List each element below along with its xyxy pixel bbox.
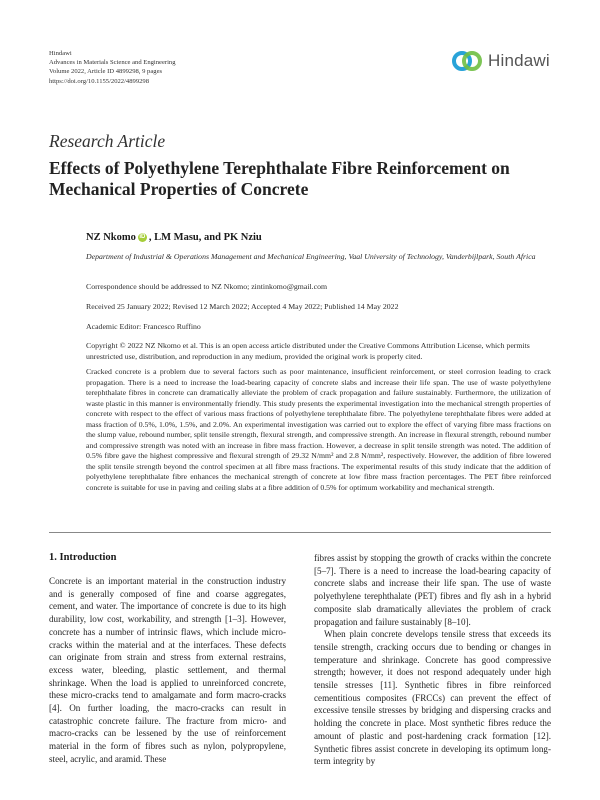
intro-paragraph-continued: fibres assist by stopping the growth of cracks within the concrete [5–7]. There is a need to increase the load-bearing capacity of concrete slabs and increase their life span. The use of waste polyethylene terephthalate (PET) fibres and fly ash in a hybrid composite slab dramatically alleviates the problem of crack propagation and failure sustainably [8–10]. xyxy=(314,553,551,627)
orcid-icon[interactable]: iD xyxy=(139,234,146,240)
journal-name: Advances in Materials Science and Engineering xyxy=(49,59,176,67)
affiliation: Department of Industrial & Operations Management and Mechanical Engineering, Vaal University of Technology, Vanderbijlpark, South Africa xyxy=(86,252,536,261)
first-author: NZ Nkomo xyxy=(86,232,136,243)
volume-info: Volume 2022, Article ID 4899298, 9 pages xyxy=(49,68,163,76)
intro-paragraph-2: When plain concrete develops tensile stress that exceeds its tensile strength, cracking occurs due to bending or changes in temperature and shrinkage. Concrete has good compressive strength; however, it does not respond adequately under high tensile stresses [11]. Synthetic fibres in fibre reinforced cementitious composites (FRCCs) can prevent the effect of excessive tensile stresses by bridging and dispersing cracks and holding the concrete in place. Most synthetic fibres reduce the amount of plastic and post-hardening crack formation [12]. Synthetic fibres assist concrete in developing its optimum long-term integrity by xyxy=(314,629,551,767)
publication-dates: Received 25 January 2022; Revised 12 March 2022; Accepted 4 May 2022; Published 14 May 2022 xyxy=(86,302,399,311)
hindawi-logo xyxy=(452,48,550,74)
abstract: Cracked concrete is a problem due to several factors such as poor maintenance, insufficient reinforcement, or steel corrosion leading to crack propagation. There is a need to increase the load-bearing capacity of concrete slabs and increase their life span. The use of waste polyethylene terephthalate fibres in concrete can dramatically alleviate the problem of crack propagation and failure sustainably. Furthermore, the utilization of waste plastic in this manner is environmentally friendly. This study presents the experimental investigation into the mechanical strength properties of concrete with respect to the effect of various mass fractions of polyethylene terephthalate fibre. The polyethylene terephthalate fibres were added at mass fraction of 0.5%, 1.0%, 1.5%, and 2.0%. An experimental investigation was carried out to explore the effect of varying fibre mass fractions on the slump value, rebound number, split tensile strength, flexural strength, and compressive strength. An increase in flexural strength, rebound number and compressive strength was noted with an increase in fibre mass fraction. However, a decrease in split tensile strength was noted. The addition of 0.5% fibre gave the highest compressive and flexural strength of 29.32 N/mm² and 2.8 N/mm², respectively. However, the addition of fibre lowered the split tensile strength beyond the control specimen at all fibre mass fractions. The experimental results of this study indicate that the addition of polyethylene terephthalate fibre enhances the mechanical strength of concrete at low fibre mass fraction percentages. The PET fibre reinforced concrete is suitable for use in paving and ceiling slabs at a fibre addition of 0.5% for optimum workability and mechanical strength. xyxy=(86,367,551,493)
right-column xyxy=(314,552,551,768)
section-title: 1. Introduction xyxy=(49,552,117,563)
section-divider xyxy=(49,532,551,533)
doi-link[interactable]: https://doi.org/10.1155/2022/4899298 xyxy=(49,77,150,85)
author-list xyxy=(86,232,262,243)
hindawi-logo-icon xyxy=(452,48,482,74)
publisher-name: Hindawi xyxy=(49,50,72,57)
left-column xyxy=(49,575,286,766)
copyright-notice: Copyright © 2022 NZ Nkomo et al. This is an open access article distributed under the Creative Commons Attribution License, which permits unrestricted use, distribution, and reproduction in any medium, provided the original work is properly cited. xyxy=(86,341,530,361)
article-title: Effects of Polyethylene Terephthalate Fibre Reinforcement on Mechanical Properties of Concrete xyxy=(49,158,510,199)
correspondence: Correspondence should be addressed to NZ Nkomo; zintinkomo@gmail.com xyxy=(86,282,328,291)
academic-editor: Academic Editor: Francesco Ruffino xyxy=(86,322,201,331)
article-type: Research Article xyxy=(49,131,166,151)
intro-paragraph-1: Concrete is an important material in the construction industry and is generally composed of fine and coarse aggregates, cement, and water. The importance of concrete is due to its high durability, low cost, workability, and strength [1–3]. However, concrete has a number of intrinsic flaws, which include micro-cracks within the material and at the interfaces. These defects can originate from strain and stress from external restrains, excess water, bleeding, plastic settlement, and thermal shrinkage. When the load is applied to unreinforced concrete, these micro-cracks tend to amalgamate and form macro-cracks [4]. On further loading, the macro-cracks can result in catastrophic concrete failure. The fracture from micro- and macro-cracks can be lessened by the use of reinforcement material in the form of fibres such as nylon, polypropylene, steel, acrylic, and aramid. These xyxy=(49,576,286,764)
hindawi-logo-text: Hindawi xyxy=(488,51,550,70)
other-authors: , LM Masu, and PK Nziu xyxy=(148,232,262,243)
journal-header xyxy=(49,49,176,86)
